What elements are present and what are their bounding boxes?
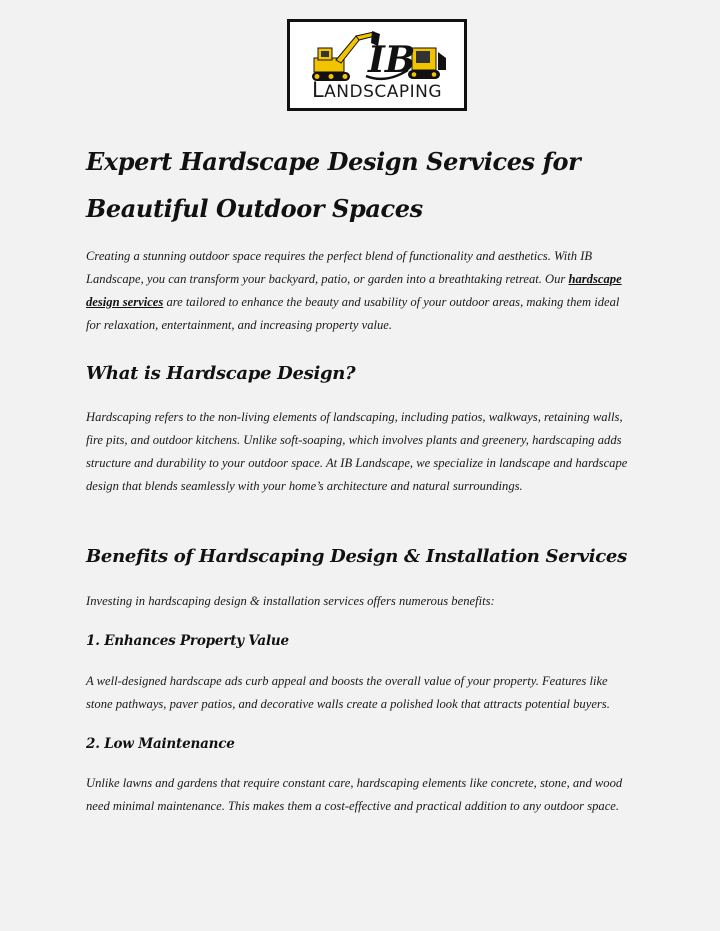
benefit-heading-low-maintenance: 2. Low Maintenance [86, 736, 235, 752]
benefit-heading-property-value: 1. Enhances Property Value [86, 633, 289, 649]
logo-wordmark: LANDSCAPING [311, 78, 443, 102]
section-paragraph-what-is-hardscape: Hardscaping refers to the non-living elements of landscaping, including patios, walkways, retaining walls, fire pits, and outdoor kitchens. Unlike soft-soaping, which involves plants and greenery, hardscaping adds structure and durability to your outdoor space. At IB Landscape, we specialize in landscape and hardscape design that blends seamlessly with your home’s architecture and natural surroundings. [86, 410, 628, 493]
logo-letters: IB [368, 39, 416, 81]
page-title: Expert Hardscape Design Services for Beautiful Outdoor Spaces [86, 147, 581, 223]
benefit-paragraph-property-value: A well-designed hardscape ads curb appeal and boosts the overall value of your property. Features like stone pathways, paver patios, and decorative walls create a polished look that attracts potential buyers. [86, 674, 610, 711]
hardscape-design-services-link[interactable]: hardscape design services [86, 272, 622, 309]
section-heading-what-is-hardscape: What is Hardscape Design? [86, 363, 356, 384]
section-paragraph-benefits: Investing in hardscaping design & installation services offers numerous benefits: [86, 594, 495, 608]
intro-paragraph: Creating a stunning outdoor space requires the perfect blend of functionality and aesthetics. With IB Landscape, you can transform your backyard, patio, or garden into a breathtaking retreat. Our hardscape design services are tailored to enhance the beauty and usability of your outdoor areas, making them ideal for relaxation, entertainment, and increasing property value. [86, 249, 622, 332]
section-heading-benefits: Benefits of Hardscaping Design & Installation Services [86, 546, 627, 567]
benefit-paragraph-low-maintenance: Unlike lawns and gardens that require constant care, hardscaping elements like concrete, stone, and wood need minimal maintenance. This makes them a cost-effective and practical addition to any outdoor space. [86, 776, 623, 813]
company-logo[interactable] [287, 19, 467, 111]
